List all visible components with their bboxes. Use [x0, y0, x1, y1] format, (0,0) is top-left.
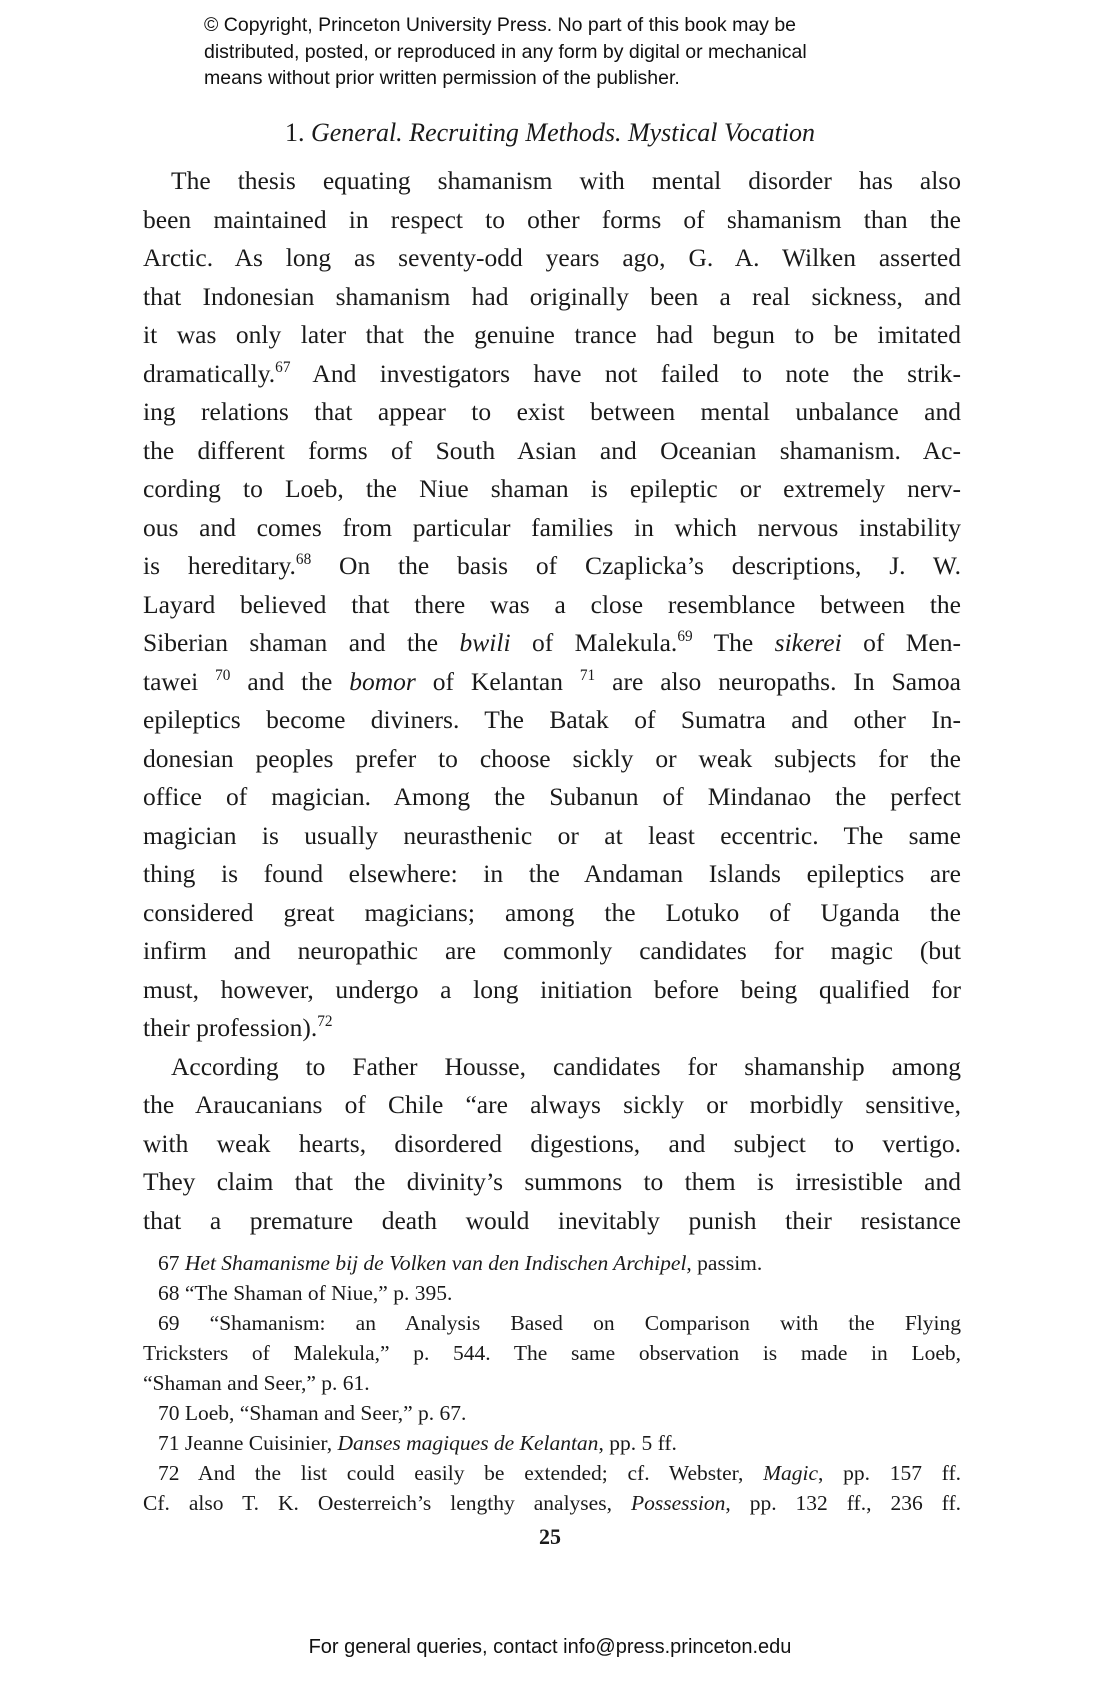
- footnote-line: [143, 1308, 961, 1338]
- italic-text: Danses magiques de Kelantan: [337, 1431, 599, 1455]
- text-run: of Men-: [841, 628, 961, 657]
- text-run: of Kelantan: [415, 666, 580, 696]
- footnote-line: [143, 1428, 961, 1458]
- body-line: [143, 432, 961, 471]
- text-run: Siberian shaman and the: [143, 628, 460, 657]
- text-run: that a premature death would inevitably punish their resistance: [143, 1205, 961, 1235]
- text-run: considered great magicians; among the Lotuko of Uganda the: [143, 897, 961, 927]
- text-run: 72 And the list could easily be extended; cf. Webster,: [158, 1461, 764, 1485]
- footnote-line: [143, 1488, 961, 1518]
- text-run: the Araucanians of Chile “are always sickly or morbidly sensitive,: [143, 1090, 961, 1119]
- body-line: [143, 355, 961, 394]
- footnote-line: [143, 1398, 961, 1428]
- footnote-line: [143, 1248, 961, 1278]
- text-run: is hereditary.: [143, 551, 296, 580]
- text-run: ing relations that appear to exist between mental unbalance and: [143, 397, 961, 426]
- footnote-ref: 70: [215, 666, 231, 684]
- text-run: 68 “The Shaman of Niue,” p. 395.: [158, 1281, 453, 1305]
- text-run: cording to Loeb, the Niue shaman is epileptic or extremely nerv-: [143, 474, 961, 503]
- copyright-line: © Copyright, Princeton University Press. No part of this book may be: [204, 14, 797, 36]
- copyright-line: distributed, posted, or reproduced in any form by digital or mechanical: [204, 40, 807, 63]
- body-line: [143, 239, 961, 278]
- text-run: 71 Jeanne Cuisinier,: [158, 1431, 338, 1455]
- text-run: , pp. 157 ff.: [818, 1461, 961, 1485]
- text-run: The: [692, 628, 775, 657]
- text-run: infirm and neuropathic are commonly candidates for magic (but: [143, 936, 961, 965]
- body-line: [143, 278, 961, 317]
- text-run: magician is usually neurasthenic or at least eccentric. The same: [143, 820, 961, 850]
- body-line: [143, 740, 961, 779]
- body-line: [143, 1048, 961, 1087]
- footnote-ref: 69: [677, 628, 693, 646]
- text-run: , passim.: [686, 1251, 763, 1275]
- body-line: [143, 817, 961, 856]
- section-number: 1.: [284, 118, 305, 147]
- body-line: [143, 547, 961, 586]
- body-line: [143, 663, 961, 702]
- copyright-notice: [204, 12, 807, 92]
- body-line: [143, 1086, 961, 1125]
- text-run: On the basis of Czaplicka’s descriptions, J. W.: [311, 551, 961, 580]
- copyright-line: means without prior written permission of the publisher.: [204, 67, 680, 89]
- text-run: 67: [158, 1251, 185, 1275]
- italic-text: bomor: [349, 666, 416, 696]
- body-line: [143, 201, 961, 240]
- text-run: office of magician. Among the Subanun of Mindanao the perfect: [143, 782, 961, 811]
- footnote-ref: 68: [295, 551, 312, 569]
- text-run: “Shaman and Seer,” p. 61.: [143, 1371, 370, 1395]
- body-line: [143, 1163, 961, 1202]
- text-run: the different forms of South Asian and Oceanian shamanism. Ac-: [143, 435, 961, 465]
- text-run: , pp. 5 ff.: [598, 1431, 677, 1455]
- footnote-line: [143, 1278, 961, 1308]
- text-run: The thesis equating shamanism with mental disorder has also: [171, 166, 961, 195]
- text-run: of Malekula.: [510, 628, 678, 657]
- text-run: Layard believed that there was a close resemblance between the: [143, 589, 961, 619]
- text-run: And investigators have not failed to note the strik-: [290, 358, 961, 388]
- footnote-line: [143, 1458, 961, 1488]
- italic-text: bwili: [459, 628, 511, 657]
- text-run: Arctic. As long as seventy-odd years ago, G. A. Wilken asserted: [143, 243, 961, 272]
- text-run: , pp. 132 ff., 236 ff.: [725, 1491, 961, 1515]
- text-run: it was only later that the genuine trance had begun to be imitated: [143, 320, 961, 349]
- text-run: epileptics become diviners. The Batak of Sumatra and other In-: [143, 705, 961, 734]
- body-line: [143, 701, 961, 740]
- text-run: thing is found elsewhere: in the Andaman Islands epileptics are: [143, 859, 961, 888]
- body-line: [143, 894, 961, 933]
- text-run: with weak hearts, disordered digestions, and subject to vertigo.: [143, 1128, 961, 1158]
- italic-text: Magic: [763, 1461, 818, 1485]
- footnote-line: [143, 1338, 961, 1368]
- footnote-ref: 72: [317, 1013, 333, 1031]
- text-run: must, however, undergo a long initiation before being qualified for: [143, 974, 961, 1004]
- text-run: ous and comes from particular families in which nervous instability: [143, 512, 961, 542]
- footnotes: [143, 1248, 961, 1518]
- text-run: and the: [230, 666, 350, 696]
- body-line: [143, 855, 961, 894]
- body-line: [143, 162, 961, 201]
- text-run: 70 Loeb, “Shaman and Seer,” p. 67.: [158, 1401, 467, 1425]
- body-text: [143, 162, 961, 1240]
- body-line: [143, 932, 961, 971]
- body-line: [143, 778, 961, 817]
- italic-text: sikerei: [774, 628, 842, 657]
- footnote-ref: 71: [579, 666, 596, 684]
- body-line: [143, 470, 961, 509]
- contact-footer: For general queries, contact info@press.princeton.edu: [308, 1636, 792, 1658]
- text-run: their profession).: [143, 1013, 318, 1042]
- text-run: According to Father Housse, candidates for shamanship among: [171, 1051, 961, 1081]
- body-line: [143, 316, 961, 355]
- text-run: 69 “Shamanism: an Analysis Based on Comparison with the Flying: [158, 1311, 961, 1335]
- text-run: donesian peoples prefer to choose sickly or weak subjects for the: [143, 743, 961, 773]
- text-run: Cf. also T. K. Oesterreich’s lengthy analyses,: [143, 1491, 631, 1515]
- body-line: [143, 624, 961, 663]
- body-line: [143, 1202, 961, 1241]
- body-line: [143, 586, 961, 625]
- body-line: [143, 393, 961, 432]
- body-line: [143, 1009, 961, 1048]
- footnote-ref: 67: [275, 358, 291, 376]
- body-line: [143, 971, 961, 1010]
- italic-text: Het Shamanisme bij de Volken van den Indischen Archipel: [184, 1251, 687, 1275]
- text-run: They claim that the divinity’s summons to them is irresistible and: [143, 1167, 961, 1196]
- body-line: [143, 1125, 961, 1164]
- text-run: been maintained in respect to other forms of shamanism than the: [143, 204, 961, 234]
- section-title: General. Recruiting Methods. Mystical Vocation: [310, 118, 815, 147]
- italic-text: Possession: [630, 1491, 726, 1515]
- text-run: are also neuropaths. In Samoa: [595, 666, 961, 696]
- section-heading: [0, 118, 1100, 148]
- footnote-line: [143, 1368, 961, 1398]
- text-run: Tricksters of Malekula,” p. 544. The same observation is made in Loeb,: [143, 1341, 961, 1365]
- text-run: dramatically.: [143, 358, 276, 388]
- body-line: [143, 509, 961, 548]
- text-run: tawei: [143, 666, 216, 696]
- page-number: 25: [539, 1524, 561, 1549]
- text-run: that Indonesian shamanism had originally been a real sickness, and: [143, 281, 961, 311]
